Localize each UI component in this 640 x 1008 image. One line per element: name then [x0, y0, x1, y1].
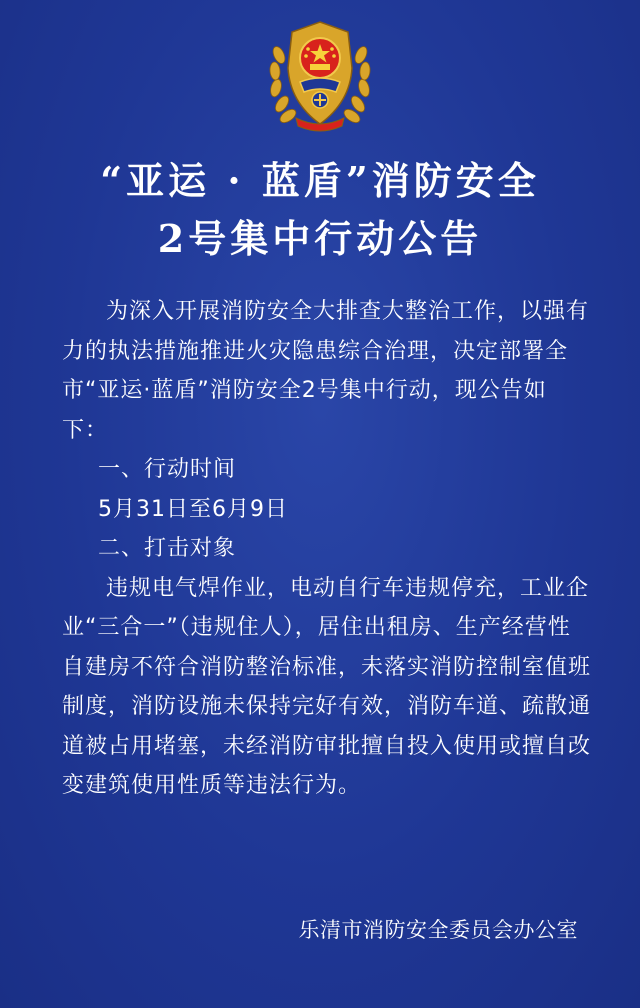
notice-intro: 为深入开展消防安全大排查大整治工作，以强有力的执法措施推进火灾隐患综合治理，决定部署全市“亚运·蓝盾”消防安全2号集中行动，现公告如下：: [62, 299, 590, 443]
section-2-text: 违规电气焊作业，电动自行车违规停充，工业企业“三合一”（违规住人），居住出租房、生产经营性自建房不符合消防整治标准，未落实消防控制室值班制度，消防设施未保持完好有效，消防车道、疏散通道被占用堵塞，未经消防审批擅自投入使用或擅自改变建筑使用性质等违法行为。: [62, 575, 592, 798]
notice-body: [62, 292, 592, 806]
page-title-line-2: 2号集中行动公告: [157, 216, 483, 261]
page-title-line-1: “亚运 · 蓝盾”消防安全: [100, 158, 540, 203]
fire-rescue-emblem-icon: [262, 16, 378, 136]
section-1-heading: 一、行动时间: [98, 457, 237, 482]
issuer-signature: 乐清市消防安全委员会办公室: [298, 918, 578, 942]
section-2-heading: 二、打击对象: [98, 536, 237, 561]
section-1-value: 5月31日至6月9日: [98, 496, 288, 522]
